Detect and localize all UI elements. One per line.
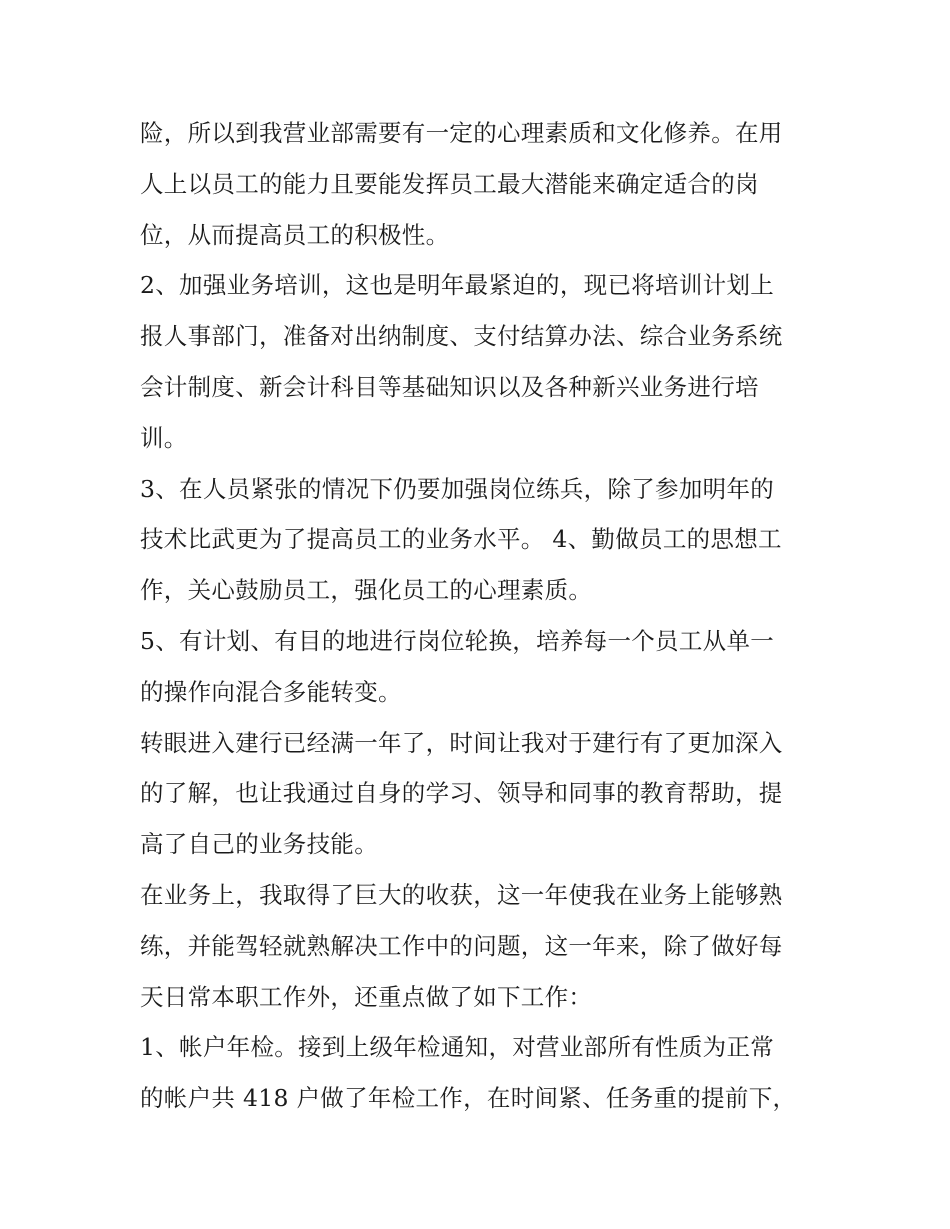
text-line: 在业务上，我取得了巨大的收获，这一年使我在业务上能够熟: [140, 880, 783, 909]
text-line: 的帐户共 418 户做了年检工作，在时间紧、任务重的提前下，: [140, 1084, 797, 1113]
text-line: 训。: [140, 423, 188, 452]
text-line: 报人事部门，准备对出纳制度、支付结算办法、综合业务系统: [140, 322, 783, 351]
text-line: 转眼进入建行已经满一年了，时间让我对于建行有了更加深入: [140, 728, 783, 757]
text-line: 险，所以到我营业部需要有一定的心理素质和文化修养。在用: [140, 119, 783, 147]
text-line: 的操作向混合多能转变。: [140, 677, 402, 706]
document-body: [140, 108, 820, 1124]
text-line: 会计制度、新会计科目等基础知识以及各种新兴业务进行培: [140, 372, 759, 401]
text-line: 1、帐户年检。接到上级年检通知，对营业部所有性质为正常: [140, 1033, 775, 1062]
text-line: 2、加强业务培训，这也是明年最紧迫的，现已将培训计划上: [140, 271, 775, 300]
text-line: 练，并能驾轻就熟解决工作中的问题，这一年来，除了做好每: [140, 931, 783, 960]
text-line: 位，从而提高员工的积极性。: [140, 220, 450, 249]
text-line: 3、在人员紧张的情况下仍要加强岗位练兵，除了参加明年的: [140, 474, 775, 503]
text-line: 5、有计划、有目的地进行岗位轮换，培养每一个员工从单一: [140, 626, 775, 655]
text-line: 天日常本职工作外，还重点做了如下工作：: [140, 982, 593, 1011]
text-line: 作，关心鼓励员工，强化员工的心理素质。: [140, 576, 593, 605]
text-line: 技术比武更为了提高员工的业务水平。 4、勤做员工的思想工: [140, 525, 782, 554]
text-line: 的了解，也让我通过自身的学习、领导和同事的教育帮助，提: [140, 779, 783, 808]
text-line: 高了自己的业务技能。: [140, 830, 378, 859]
text-line: 人上以员工的能力且要能发挥员工最大潜能来确定适合的岗: [140, 169, 759, 198]
